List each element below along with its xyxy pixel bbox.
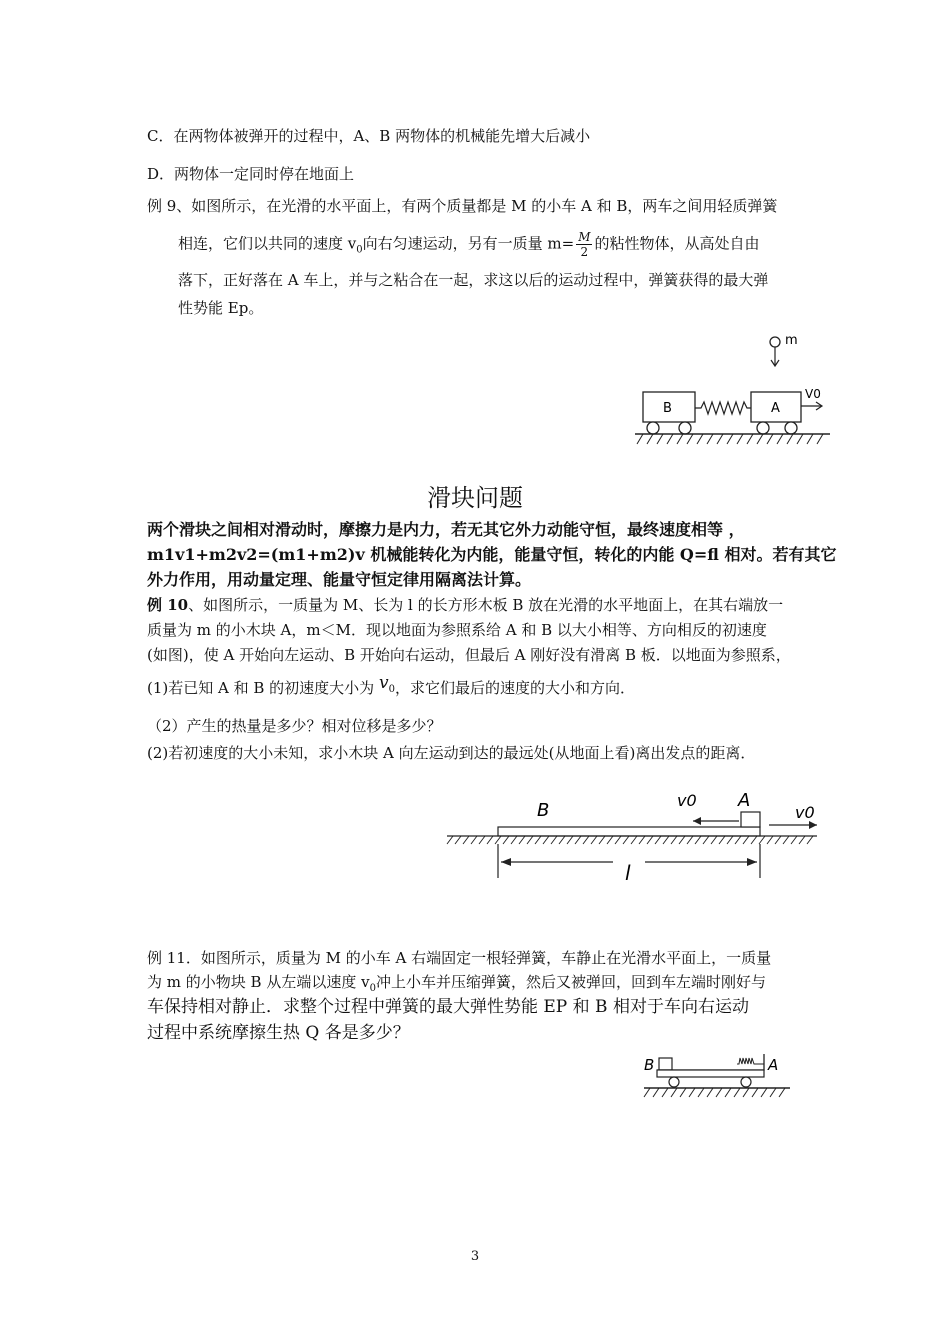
example9-line4: 性势能 Ep。 [178,299,264,317]
example9-line3: 落下，正好落在 A 车上，并与之粘合在一起，求这以后的运动过程中，弹簧获得的最大弹 [178,271,769,289]
example10-line2: 质量为 m 的小木块 A，m＜M．现以地面为参照系给 A 和 B 以大小相等、方向相反的初速度 [147,621,767,639]
option-d: D．两物体一定同时停在地面上 [147,165,355,183]
fraction-m-over-2: $\frac{M}{2}$ [578,230,591,259]
label-v0: V0 [805,387,821,401]
board-b [498,827,760,836]
intro-line1: 两个滑块之间相对滑动时，摩擦力是内力，若无其它外力动能守恒，最终速度相等 ， [147,520,745,539]
intro-line2: m1v1+m2v2=(m1+m2)v 机械能转化为内能，能量守恒，转化的内能 Q=fl 相对。若有其它 [147,545,837,564]
example9-line1: 例 9、如图所示，在光滑的水平面上，有两个质量都是 M 的小车 A 和 B，两车之间用轻质弹簧 [147,197,778,215]
label-a: A [738,790,751,811]
example11-figure [642,1050,802,1110]
spring [695,402,751,414]
spring [737,1058,764,1064]
intro-line3: 外力作用，用动量定理、能量守恒定律用隔离法计算。 [147,570,532,589]
example9-line2: 相连，它们以共同的速度 $v_0$向右匀速运动，另有一质量 m= $\frac{M}{2}$ 的粘性物体，从高处自由 [178,230,760,259]
label-a: A [768,1056,779,1074]
label-l: l [625,861,631,885]
example10-figure [445,790,825,890]
option-c: C．在两物体被弹开的过程中，A、B 两物体的机械能先增大后减小 [147,127,591,145]
label-a: A [771,401,780,416]
section-title: 滑块问题 [427,484,523,512]
label-b: B [663,401,672,416]
example10-q3: (2)若初速度的大小未知，求小木块 A 向左运动到达的最远处(从地面上看)离出发点的距离． [147,744,756,762]
example9-figure [635,330,835,450]
block-a [741,812,760,827]
example10-q2: （2）产生的热量是多少？相对位移是多少？ [147,717,442,735]
example10-q1: (1)若已知 A 和 B 的初速度大小为 $v_0$，求它们最后的速度的大小和方向． [147,673,635,697]
block-b [659,1058,672,1070]
label-v0-left: v0 [677,791,697,810]
page-number: 3 [470,1249,480,1264]
label-b: B [644,1056,655,1074]
falling-mass [770,337,780,347]
example10-line1: 例 10、如图所示，一质量为 M、长为 l 的长方形木板 B 放在光滑的水平地面上，在其右端放一 [147,596,784,614]
example11-line3: 车保持相对静止．求整个过程中弹簧的最大弹性势能 EP 和 B 相对于车向右运动 [147,997,749,1017]
label-m: m [785,333,798,348]
example11-line2: 为 m 的小物块 B 从左端以速度 $v_0$冲上小车并压缩弹簧，然后又被弹回，回到车左端时刚好与 [147,973,766,994]
label-b: B [537,800,550,821]
example11-line1: 例 11．如图所示，质量为 M 的小车 A 右端固定一根轻弹簧，车静止在光滑水平面上，一质量 [147,949,772,967]
example11-line4: 过程中系统摩擦生热 Q 各是多少？ [147,1023,410,1043]
label-v0-right: v0 [795,803,815,822]
example10-line3: (如图)，使 A 开始向左运动、B 开始向右运动，但最后 A 刚好没有滑离 B 板．以地面为参照系， [147,646,791,664]
